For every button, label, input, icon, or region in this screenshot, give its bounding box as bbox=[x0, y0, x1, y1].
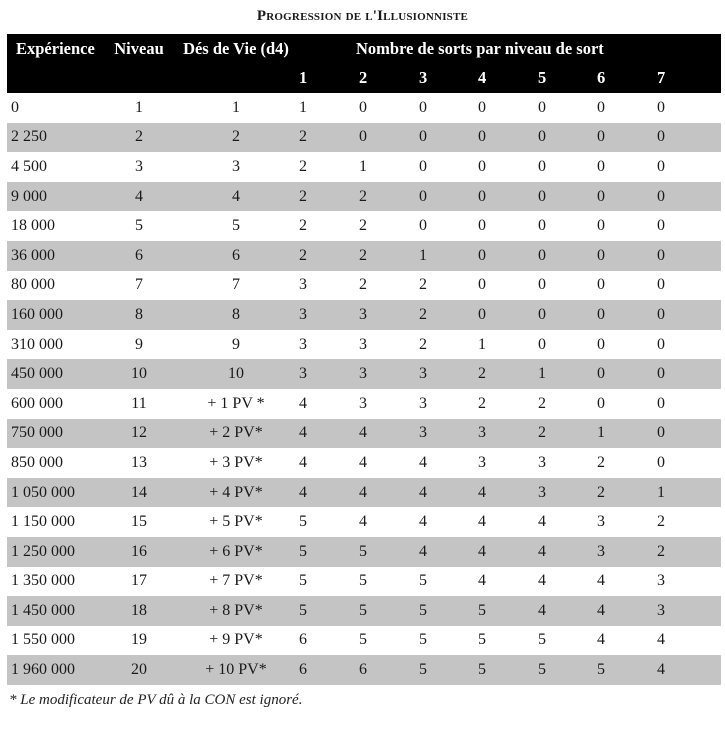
cell-spells-level-4: 0 bbox=[478, 241, 538, 271]
cell-spells-level-3: 5 bbox=[419, 572, 427, 590]
cell-des-de-vie: + 6 PV* bbox=[173, 537, 299, 567]
cell-spells-level-3: 3 bbox=[419, 359, 478, 389]
cell-des-de-vie: + 10 PV* bbox=[173, 655, 299, 685]
cell-spells-level-4: 2 bbox=[478, 394, 486, 412]
cell-des-de-vie: + 8 PV* bbox=[173, 596, 299, 626]
cell-des-de-vie: 9 bbox=[232, 335, 240, 353]
cell-des-de-vie: 2 bbox=[173, 123, 299, 153]
cell-des-de-vie: 7 bbox=[232, 276, 240, 294]
cell-spells-level-3: 2 bbox=[419, 335, 427, 353]
cell-des-de-vie: 5 bbox=[232, 217, 240, 235]
cell-spells-level-6: 5 bbox=[597, 655, 657, 685]
cell-niveau: 6 bbox=[105, 241, 173, 271]
cell-spells-level-4: 1 bbox=[478, 335, 486, 353]
cell-experience: 36 000 bbox=[7, 241, 105, 271]
cell-des-de-vie: + 1 PV * bbox=[207, 394, 265, 412]
cell-niveau: 12 bbox=[105, 419, 173, 449]
cell-niveau: 10 bbox=[105, 359, 173, 389]
cell-spells-level-3: 0 bbox=[419, 182, 478, 212]
cell-spells-level-4: 0 bbox=[478, 217, 486, 235]
table-row bbox=[7, 271, 721, 301]
cell-spells-level-2: 0 bbox=[359, 123, 419, 153]
cell-niveau: 15 bbox=[131, 513, 147, 531]
cell-experience: 450 000 bbox=[7, 359, 105, 389]
cell-experience: 80 000 bbox=[11, 276, 55, 294]
cell-spells-level-5: 0 bbox=[538, 157, 546, 175]
cell-spells-level-4: 3 bbox=[478, 419, 538, 449]
cell-spells-level-1: 6 bbox=[299, 631, 307, 649]
cell-niveau: 11 bbox=[131, 394, 147, 412]
table-row bbox=[7, 596, 721, 626]
header-niveau: Niveau bbox=[105, 34, 173, 63]
cell-spells-level-6: 0 bbox=[597, 98, 605, 116]
cell-niveau: 19 bbox=[131, 631, 147, 649]
cell-experience: 850 000 bbox=[11, 453, 63, 471]
cell-spells-level-5: 2 bbox=[538, 419, 597, 449]
cell-spells-level-1: 1 bbox=[299, 98, 307, 116]
cell-spells-level-5: 0 bbox=[538, 123, 597, 153]
table-row bbox=[7, 626, 721, 656]
cell-spells-level-4: 0 bbox=[478, 276, 486, 294]
cell-spells-level-2: 4 bbox=[359, 513, 367, 531]
cell-spells-level-4: 4 bbox=[478, 478, 538, 508]
cell-spells-level-7: 0 bbox=[657, 276, 665, 294]
header-des-de-vie: Dés de Vie (d4) bbox=[173, 34, 299, 63]
cell-spells-level-2: 1 bbox=[359, 157, 367, 175]
cell-spells-level-2: 0 bbox=[359, 98, 367, 116]
cell-spells-level-5: 3 bbox=[538, 478, 597, 508]
cell-experience: 1 450 000 bbox=[7, 596, 105, 626]
cell-spells-level-3: 0 bbox=[419, 123, 478, 153]
cell-spells-level-6: 3 bbox=[597, 513, 605, 531]
cell-spells-level-1: 2 bbox=[299, 157, 307, 175]
header-spell-level-5: 5 bbox=[538, 63, 597, 93]
table-row bbox=[7, 93, 721, 123]
table-row bbox=[7, 152, 721, 182]
cell-spells-level-1: 2 bbox=[299, 241, 359, 271]
cell-des-de-vie: + 7 PV* bbox=[209, 572, 263, 590]
cell-spells-level-4: 0 bbox=[478, 157, 486, 175]
cell-niveau: 7 bbox=[135, 276, 143, 294]
cell-spells-level-7: 1 bbox=[657, 478, 721, 508]
cell-spells-level-7: 0 bbox=[657, 157, 665, 175]
cell-spells-level-6: 4 bbox=[597, 631, 605, 649]
cell-niveau: 8 bbox=[105, 300, 173, 330]
cell-niveau: 14 bbox=[105, 478, 173, 508]
header-blank bbox=[7, 63, 105, 93]
cell-spells-level-6: 4 bbox=[597, 572, 605, 590]
cell-spells-level-3: 4 bbox=[419, 513, 427, 531]
cell-spells-level-1: 5 bbox=[299, 537, 359, 567]
cell-spells-level-5: 4 bbox=[538, 513, 546, 531]
cell-spells-level-4: 5 bbox=[478, 655, 538, 685]
cell-spells-level-1: 5 bbox=[299, 596, 359, 626]
cell-niveau: 3 bbox=[135, 157, 143, 175]
table-title: Progression de l'Illusionniste bbox=[256, 8, 469, 24]
cell-spells-level-3: 1 bbox=[419, 241, 478, 271]
cell-spells-level-5: 4 bbox=[538, 537, 597, 567]
progression-table bbox=[7, 34, 721, 685]
table-row bbox=[7, 359, 721, 389]
cell-experience: 600 000 bbox=[11, 394, 63, 412]
cell-spells-level-5: 2 bbox=[538, 394, 546, 412]
cell-spells-level-3: 3 bbox=[419, 394, 427, 412]
cell-spells-level-7: 0 bbox=[657, 394, 665, 412]
cell-des-de-vie: + 9 PV* bbox=[209, 631, 263, 649]
header-row-main bbox=[7, 34, 721, 63]
cell-spells-level-7: 2 bbox=[657, 537, 721, 567]
cell-spells-level-6: 0 bbox=[597, 217, 605, 235]
cell-experience: 1 050 000 bbox=[7, 478, 105, 508]
header-spell-level-1: 1 bbox=[299, 63, 359, 93]
cell-spells-level-6: 2 bbox=[597, 453, 605, 471]
cell-des-de-vie: + 3 PV* bbox=[209, 453, 263, 471]
cell-experience: 1 150 000 bbox=[11, 513, 75, 531]
cell-spells-level-1: 2 bbox=[299, 182, 359, 212]
cell-spells-level-6: 0 bbox=[597, 241, 657, 271]
cell-spells-level-7: 0 bbox=[657, 98, 665, 116]
cell-experience: 4 500 bbox=[11, 157, 47, 175]
cell-experience: 18 000 bbox=[11, 217, 55, 235]
cell-spells-level-2: 2 bbox=[359, 182, 419, 212]
cell-spells-level-6: 0 bbox=[597, 182, 657, 212]
table-row bbox=[7, 182, 721, 212]
header-blank bbox=[105, 63, 173, 93]
cell-spells-level-2: 5 bbox=[359, 596, 419, 626]
cell-spells-level-5: 4 bbox=[538, 572, 546, 590]
cell-spells-level-3: 4 bbox=[419, 453, 427, 471]
cell-spells-level-3: 5 bbox=[419, 655, 478, 685]
cell-spells-level-2: 3 bbox=[359, 359, 419, 389]
cell-experience: 750 000 bbox=[7, 419, 105, 449]
table-row bbox=[7, 537, 721, 567]
cell-niveau: 1 bbox=[135, 98, 143, 116]
cell-niveau: 17 bbox=[131, 572, 147, 590]
cell-spells-level-5: 0 bbox=[538, 241, 597, 271]
cell-spells-level-2: 4 bbox=[359, 478, 419, 508]
table-row bbox=[7, 211, 721, 241]
header-spell-level-2: 2 bbox=[359, 63, 419, 93]
cell-spells-level-7: 3 bbox=[657, 596, 721, 626]
cell-spells-level-3: 5 bbox=[419, 631, 427, 649]
cell-spells-level-7: 0 bbox=[657, 335, 665, 353]
cell-spells-level-5: 5 bbox=[538, 655, 597, 685]
cell-spells-level-4: 4 bbox=[478, 572, 486, 590]
cell-spells-level-7: 0 bbox=[657, 182, 721, 212]
cell-spells-level-1: 4 bbox=[299, 394, 307, 412]
cell-spells-level-4: 5 bbox=[478, 631, 486, 649]
cell-spells-level-3: 5 bbox=[419, 596, 478, 626]
table-row bbox=[7, 448, 721, 478]
cell-spells-level-1: 3 bbox=[299, 276, 307, 294]
cell-spells-level-5: 1 bbox=[538, 359, 597, 389]
cell-des-de-vie: 8 bbox=[173, 300, 299, 330]
cell-spells-level-4: 4 bbox=[478, 537, 538, 567]
cell-spells-level-5: 0 bbox=[538, 335, 546, 353]
cell-niveau: 18 bbox=[105, 596, 173, 626]
cell-spells-level-7: 0 bbox=[657, 359, 721, 389]
cell-spells-level-7: 0 bbox=[657, 241, 721, 271]
cell-spells-level-6: 0 bbox=[597, 123, 657, 153]
cell-spells-level-2: 6 bbox=[359, 655, 419, 685]
cell-spells-level-2: 2 bbox=[359, 217, 367, 235]
table-row bbox=[7, 567, 721, 597]
cell-niveau: 9 bbox=[135, 335, 143, 353]
cell-spells-level-1: 2 bbox=[299, 123, 359, 153]
cell-experience: 1 550 000 bbox=[11, 631, 75, 649]
cell-spells-level-5: 0 bbox=[538, 300, 597, 330]
cell-spells-level-7: 4 bbox=[657, 655, 721, 685]
cell-spells-level-4: 5 bbox=[478, 596, 538, 626]
table-row bbox=[7, 123, 721, 153]
cell-spells-level-2: 2 bbox=[359, 241, 419, 271]
cell-spells-level-2: 4 bbox=[359, 453, 367, 471]
cell-spells-level-3: 2 bbox=[419, 276, 427, 294]
cell-niveau: 16 bbox=[105, 537, 173, 567]
cell-spells-level-7: 0 bbox=[657, 419, 721, 449]
cell-spells-level-3: 3 bbox=[419, 419, 478, 449]
cell-spells-level-1: 3 bbox=[299, 359, 359, 389]
cell-spells-level-5: 0 bbox=[538, 98, 546, 116]
header-spell-level-4: 4 bbox=[478, 63, 538, 93]
table-row bbox=[7, 419, 721, 449]
header-spell-level-6: 6 bbox=[597, 63, 657, 93]
cell-spells-level-5: 0 bbox=[538, 182, 597, 212]
cell-spells-level-7: 3 bbox=[657, 572, 665, 590]
cell-experience: 1 250 000 bbox=[7, 537, 105, 567]
cell-spells-level-3: 0 bbox=[419, 98, 427, 116]
cell-spells-level-1: 2 bbox=[299, 217, 307, 235]
cell-spells-level-4: 0 bbox=[478, 300, 538, 330]
header-spell-level-3: 3 bbox=[419, 63, 478, 93]
cell-spells-level-5: 0 bbox=[538, 217, 546, 235]
cell-spells-level-2: 5 bbox=[359, 631, 367, 649]
cell-spells-level-3: 0 bbox=[419, 157, 427, 175]
header-experience: Expérience bbox=[7, 34, 105, 63]
cell-spells-level-2: 5 bbox=[359, 537, 419, 567]
cell-niveau: 20 bbox=[105, 655, 173, 685]
cell-spells-level-1: 6 bbox=[299, 655, 359, 685]
cell-spells-level-5: 3 bbox=[538, 453, 546, 471]
cell-spells-level-7: 4 bbox=[657, 631, 665, 649]
table-row bbox=[7, 507, 721, 537]
cell-des-de-vie: 3 bbox=[232, 157, 240, 175]
cell-spells-level-4: 4 bbox=[478, 513, 486, 531]
footnote: * Le modificateur de PV dû à la CON est ignoré. bbox=[9, 692, 303, 708]
cell-spells-level-1: 4 bbox=[299, 419, 359, 449]
cell-spells-level-6: 0 bbox=[597, 276, 605, 294]
header-spell-level-7: 7 bbox=[657, 63, 721, 93]
cell-experience: 1 960 000 bbox=[7, 655, 105, 685]
cell-spells-level-7: 0 bbox=[657, 217, 665, 235]
cell-spells-level-4: 0 bbox=[478, 182, 538, 212]
cell-spells-level-1: 5 bbox=[299, 572, 307, 590]
cell-des-de-vie: + 2 PV* bbox=[173, 419, 299, 449]
table-body bbox=[7, 93, 721, 685]
cell-spells-level-4: 2 bbox=[478, 359, 538, 389]
cell-spells-level-7: 0 bbox=[657, 123, 721, 153]
cell-spells-level-4: 3 bbox=[478, 453, 486, 471]
cell-des-de-vie: + 5 PV* bbox=[209, 513, 263, 531]
cell-niveau: 4 bbox=[105, 182, 173, 212]
cell-spells-level-7: 0 bbox=[657, 453, 665, 471]
cell-spells-level-3: 0 bbox=[419, 217, 427, 235]
cell-spells-level-4: 0 bbox=[478, 98, 486, 116]
header-row-spell-levels bbox=[7, 63, 721, 93]
cell-spells-level-6: 0 bbox=[597, 335, 605, 353]
cell-spells-level-2: 3 bbox=[359, 394, 367, 412]
header-blank bbox=[173, 63, 299, 93]
cell-spells-level-3: 4 bbox=[419, 478, 478, 508]
cell-spells-level-7: 0 bbox=[657, 300, 721, 330]
cell-spells-level-1: 4 bbox=[299, 453, 307, 471]
cell-niveau: 13 bbox=[131, 453, 147, 471]
cell-spells-level-5: 0 bbox=[538, 276, 546, 294]
cell-niveau: 2 bbox=[105, 123, 173, 153]
cell-experience: 310 000 bbox=[11, 335, 63, 353]
cell-spells-level-6: 2 bbox=[597, 478, 657, 508]
table-row bbox=[7, 389, 721, 419]
cell-spells-level-5: 5 bbox=[538, 631, 546, 649]
table-row bbox=[7, 300, 721, 330]
cell-spells-level-6: 0 bbox=[597, 394, 605, 412]
cell-spells-level-6: 0 bbox=[597, 157, 605, 175]
cell-spells-level-4: 0 bbox=[478, 123, 538, 153]
cell-spells-level-3: 2 bbox=[419, 300, 478, 330]
cell-experience: 2 250 bbox=[7, 123, 105, 153]
table-row bbox=[7, 241, 721, 271]
cell-spells-level-2: 3 bbox=[359, 335, 367, 353]
cell-des-de-vie: 10 bbox=[173, 359, 299, 389]
cell-spells-level-1: 4 bbox=[299, 478, 359, 508]
table-row bbox=[7, 478, 721, 508]
cell-spells-level-5: 4 bbox=[538, 596, 597, 626]
cell-experience: 160 000 bbox=[7, 300, 105, 330]
cell-des-de-vie: 6 bbox=[173, 241, 299, 271]
cell-spells-level-2: 4 bbox=[359, 419, 419, 449]
cell-spells-level-2: 3 bbox=[359, 300, 419, 330]
cell-spells-level-6: 1 bbox=[597, 419, 657, 449]
cell-spells-level-3: 4 bbox=[419, 537, 478, 567]
cell-spells-level-1: 5 bbox=[299, 513, 307, 531]
cell-experience: 0 bbox=[11, 98, 19, 116]
cell-spells-level-6: 4 bbox=[597, 596, 657, 626]
cell-spells-level-6: 3 bbox=[597, 537, 657, 567]
cell-des-de-vie: + 4 PV* bbox=[173, 478, 299, 508]
cell-des-de-vie: 1 bbox=[232, 98, 240, 116]
cell-spells-level-6: 0 bbox=[597, 359, 657, 389]
cell-spells-level-1: 3 bbox=[299, 300, 359, 330]
cell-experience: 9 000 bbox=[7, 182, 105, 212]
cell-spells-level-2: 2 bbox=[359, 276, 367, 294]
cell-spells-level-2: 5 bbox=[359, 572, 367, 590]
table-row bbox=[7, 330, 721, 360]
header-nombre-de-sorts: Nombre de sorts par niveau de sort bbox=[299, 34, 721, 63]
cell-spells-level-1: 3 bbox=[299, 335, 307, 353]
cell-des-de-vie: 4 bbox=[173, 182, 299, 212]
cell-experience: 1 350 000 bbox=[11, 572, 75, 590]
cell-spells-level-6: 0 bbox=[597, 300, 657, 330]
cell-niveau: 5 bbox=[135, 217, 143, 235]
cell-spells-level-7: 2 bbox=[657, 513, 665, 531]
table-row bbox=[7, 655, 721, 685]
